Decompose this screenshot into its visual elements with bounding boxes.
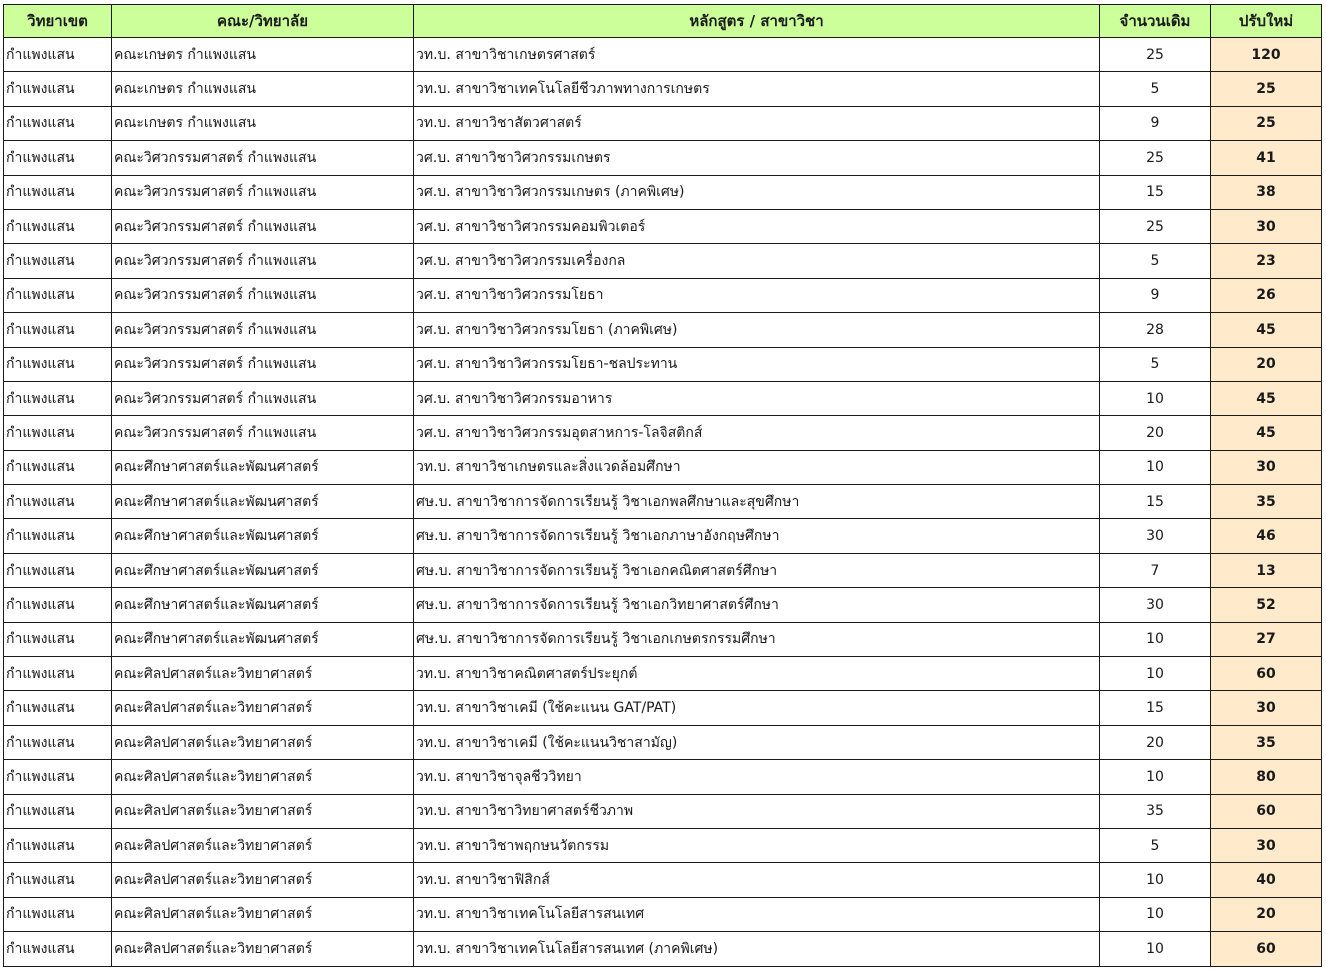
new-count-cell: 80 — [1211, 760, 1322, 794]
original-count-cell: 10 — [1100, 897, 1211, 931]
table-row — [4, 347, 1322, 381]
table-row — [4, 897, 1322, 931]
program-cell: วท.บ. สาขาวิชาฟิสิกส์ — [414, 863, 1100, 897]
campus-cell: กำแพงแสน — [4, 725, 112, 759]
campus-cell: กำแพงแสน — [4, 278, 112, 312]
faculty-cell: คณะวิศวกรรมศาสตร์ กำแพงแสน — [112, 209, 414, 243]
original-count-cell: 10 — [1100, 657, 1211, 691]
campus-cell: กำแพงแสน — [4, 553, 112, 587]
program-cell: วศ.บ. สาขาวิชาวิศวกรรมอาหาร — [414, 381, 1100, 415]
table-row — [4, 450, 1322, 484]
campus-cell: กำแพงแสน — [4, 760, 112, 794]
campus-cell: กำแพงแสน — [4, 588, 112, 622]
faculty-cell: คณะศิลปศาสตร์และวิทยาศาสตร์ — [112, 897, 414, 931]
campus-cell: กำแพงแสน — [4, 932, 112, 966]
faculty-cell: คณะศิลปศาสตร์และวิทยาศาสตร์ — [112, 657, 414, 691]
original-count-cell: 5 — [1100, 828, 1211, 862]
faculty-cell: คณะศึกษาศาสตร์และพัฒนศาสตร์ — [112, 588, 414, 622]
faculty-cell: คณะศิลปศาสตร์และวิทยาศาสตร์ — [112, 725, 414, 759]
faculty-cell: คณะวิศวกรรมศาสตร์ กำแพงแสน — [112, 381, 414, 415]
original-count-cell: 20 — [1100, 725, 1211, 759]
faculty-cell: คณะวิศวกรรมศาสตร์ กำแพงแสน — [112, 416, 414, 450]
program-cell: วท.บ. สาขาวิชาเทคโนโลยีชีวภาพทางการเกษตร — [414, 72, 1100, 106]
table-row — [4, 244, 1322, 278]
program-cell: วศ.บ. สาขาวิชาวิศวกรรมเครื่องกล — [414, 244, 1100, 278]
campus-cell: กำแพงแสน — [4, 141, 112, 175]
original-count-cell: 9 — [1100, 278, 1211, 312]
new-count-cell: 13 — [1211, 553, 1322, 587]
program-cell: วท.บ. สาขาวิชาจุลชีววิทยา — [414, 760, 1100, 794]
table-row — [4, 863, 1322, 897]
faculty-cell: คณะศิลปศาสตร์และวิทยาศาสตร์ — [112, 691, 414, 725]
program-cell: วศ.บ. สาขาวิชาวิศวกรรมเกษตร — [414, 141, 1100, 175]
table-row — [4, 519, 1322, 553]
campus-cell: กำแพงแสน — [4, 347, 112, 381]
original-count-cell: 35 — [1100, 794, 1211, 828]
table-row — [4, 553, 1322, 587]
new-count-cell: 45 — [1211, 416, 1322, 450]
new-count-cell: 41 — [1211, 141, 1322, 175]
program-cell: ศษ.บ. สาขาวิชาการจัดการเรียนรู้ วิชาเอกพลศึกษาและสุขศึกษา — [414, 485, 1100, 519]
program-cell: วศ.บ. สาขาวิชาวิศวกรรมเกษตร (ภาคพิเศษ) — [414, 175, 1100, 209]
campus-cell: กำแพงแสน — [4, 485, 112, 519]
program-cell: วท.บ. สาขาวิชาพฤกษนวัตกรรม — [414, 828, 1100, 862]
original-count-cell: 10 — [1100, 381, 1211, 415]
program-cell: วท.บ. สาขาวิชาเทคโนโลยีสารสนเทศ — [414, 897, 1100, 931]
header-original-count: จำนวนเดิม — [1100, 5, 1211, 38]
table-row — [4, 828, 1322, 862]
table-row — [4, 691, 1322, 725]
program-cell: วท.บ. สาขาวิชาเคมี (ใช้คะแนนวิชาสามัญ) — [414, 725, 1100, 759]
table-row — [4, 141, 1322, 175]
table-row — [4, 416, 1322, 450]
original-count-cell: 7 — [1100, 553, 1211, 587]
faculty-cell: คณะศึกษาศาสตร์และพัฒนศาสตร์ — [112, 622, 414, 656]
new-count-cell: 25 — [1211, 106, 1322, 140]
table-row — [4, 794, 1322, 828]
campus-cell: กำแพงแสน — [4, 416, 112, 450]
faculty-cell: คณะเกษตร กำแพงแสน — [112, 72, 414, 106]
campus-cell: กำแพงแสน — [4, 244, 112, 278]
campus-cell: กำแพงแสน — [4, 313, 112, 347]
program-cell: วศ.บ. สาขาวิชาวิศวกรรมอุตสาหการ-โลจิสติกส์ — [414, 416, 1100, 450]
faculty-cell: คณะวิศวกรรมศาสตร์ กำแพงแสน — [112, 141, 414, 175]
new-count-cell: 23 — [1211, 244, 1322, 278]
new-count-cell: 40 — [1211, 863, 1322, 897]
table-row — [4, 760, 1322, 794]
campus-cell: กำแพงแสน — [4, 209, 112, 243]
campus-cell: กำแพงแสน — [4, 828, 112, 862]
original-count-cell: 30 — [1100, 588, 1211, 622]
header-new-count: ปรับใหม่ — [1211, 5, 1322, 38]
faculty-cell: คณะวิศวกรรมศาสตร์ กำแพงแสน — [112, 175, 414, 209]
campus-cell: กำแพงแสน — [4, 622, 112, 656]
campus-cell: กำแพงแสน — [4, 657, 112, 691]
table-row — [4, 381, 1322, 415]
original-count-cell: 10 — [1100, 863, 1211, 897]
original-count-cell: 10 — [1100, 932, 1211, 966]
new-count-cell: 20 — [1211, 897, 1322, 931]
original-count-cell: 5 — [1100, 72, 1211, 106]
campus-cell: กำแพงแสน — [4, 519, 112, 553]
header-row — [4, 5, 1322, 38]
original-count-cell: 15 — [1100, 175, 1211, 209]
new-count-cell: 30 — [1211, 450, 1322, 484]
program-cell: วท.บ. สาขาวิชาเกษตรและสิ่งแวดล้อมศึกษา — [414, 450, 1100, 484]
admission-quota-table — [3, 4, 1322, 967]
program-cell: วท.บ. สาขาวิชาคณิตศาสตร์ประยุกต์ — [414, 657, 1100, 691]
program-cell: วศ.บ. สาขาวิชาวิศวกรรมโยธา (ภาคพิเศษ) — [414, 313, 1100, 347]
new-count-cell: 60 — [1211, 932, 1322, 966]
program-cell: ศษ.บ. สาขาวิชาการจัดการเรียนรู้ วิชาเอกภาษาอังกฤษศึกษา — [414, 519, 1100, 553]
campus-cell: กำแพงแสน — [4, 897, 112, 931]
new-count-cell: 25 — [1211, 72, 1322, 106]
campus-cell: กำแพงแสน — [4, 381, 112, 415]
new-count-cell: 38 — [1211, 175, 1322, 209]
original-count-cell: 25 — [1100, 141, 1211, 175]
program-cell: วศ.บ. สาขาวิชาวิศวกรรมโยธา-ชลประทาน — [414, 347, 1100, 381]
original-count-cell: 5 — [1100, 244, 1211, 278]
original-count-cell: 15 — [1100, 691, 1211, 725]
original-count-cell: 10 — [1100, 450, 1211, 484]
faculty-cell: คณะศึกษาศาสตร์และพัฒนศาสตร์ — [112, 485, 414, 519]
header-program: หลักสูตร / สาขาวิชา — [414, 5, 1100, 38]
header-faculty: คณะ/วิทยาลัย — [112, 5, 414, 38]
table-row — [4, 106, 1322, 140]
new-count-cell: 35 — [1211, 725, 1322, 759]
table-row — [4, 932, 1322, 966]
table-row — [4, 622, 1322, 656]
table-row — [4, 485, 1322, 519]
campus-cell: กำแพงแสน — [4, 794, 112, 828]
program-cell: ศษ.บ. สาขาวิชาการจัดการเรียนรู้ วิชาเอกเกษตรกรรมศึกษา — [414, 622, 1100, 656]
faculty-cell: คณะศึกษาศาสตร์และพัฒนศาสตร์ — [112, 553, 414, 587]
table-row — [4, 725, 1322, 759]
new-count-cell: 46 — [1211, 519, 1322, 553]
program-cell: วท.บ. สาขาวิชาวิทยาศาสตร์ชีวภาพ — [414, 794, 1100, 828]
program-cell: วท.บ. สาขาวิชาเทคโนโลยีสารสนเทศ (ภาคพิเศษ) — [414, 932, 1100, 966]
table-row — [4, 38, 1322, 72]
faculty-cell: คณะศิลปศาสตร์และวิทยาศาสตร์ — [112, 794, 414, 828]
program-cell: ศษ.บ. สาขาวิชาการจัดการเรียนรู้ วิชาเอกวิทยาศาสตร์ศึกษา — [414, 588, 1100, 622]
program-cell: วท.บ. สาขาวิชาเคมี (ใช้คะแนน GAT/PAT) — [414, 691, 1100, 725]
faculty-cell: คณะศิลปศาสตร์และวิทยาศาสตร์ — [112, 828, 414, 862]
table-row — [4, 657, 1322, 691]
original-count-cell: 5 — [1100, 347, 1211, 381]
faculty-cell: คณะวิศวกรรมศาสตร์ กำแพงแสน — [112, 313, 414, 347]
campus-cell: กำแพงแสน — [4, 863, 112, 897]
original-count-cell: 10 — [1100, 760, 1211, 794]
new-count-cell: 60 — [1211, 657, 1322, 691]
faculty-cell: คณะวิศวกรรมศาสตร์ กำแพงแสน — [112, 347, 414, 381]
table-row — [4, 175, 1322, 209]
new-count-cell: 120 — [1211, 38, 1322, 72]
faculty-cell: คณะวิศวกรรมศาสตร์ กำแพงแสน — [112, 278, 414, 312]
original-count-cell: 10 — [1100, 622, 1211, 656]
campus-cell: กำแพงแสน — [4, 450, 112, 484]
faculty-cell: คณะศึกษาศาสตร์และพัฒนศาสตร์ — [112, 450, 414, 484]
table-row — [4, 278, 1322, 312]
new-count-cell: 27 — [1211, 622, 1322, 656]
new-count-cell: 45 — [1211, 381, 1322, 415]
program-cell: วท.บ. สาขาวิชาสัตวศาสตร์ — [414, 106, 1100, 140]
original-count-cell: 25 — [1100, 38, 1211, 72]
table-row — [4, 209, 1322, 243]
original-count-cell: 28 — [1100, 313, 1211, 347]
program-cell: วศ.บ. สาขาวิชาวิศวกรรมโยธา — [414, 278, 1100, 312]
campus-cell: กำแพงแสน — [4, 106, 112, 140]
faculty-cell: คณะวิศวกรรมศาสตร์ กำแพงแสน — [112, 244, 414, 278]
campus-cell: กำแพงแสน — [4, 72, 112, 106]
original-count-cell: 15 — [1100, 485, 1211, 519]
faculty-cell: คณะเกษตร กำแพงแสน — [112, 38, 414, 72]
original-count-cell: 25 — [1100, 209, 1211, 243]
new-count-cell: 35 — [1211, 485, 1322, 519]
new-count-cell: 45 — [1211, 313, 1322, 347]
table-row — [4, 72, 1322, 106]
new-count-cell: 30 — [1211, 691, 1322, 725]
faculty-cell: คณะศึกษาศาสตร์และพัฒนศาสตร์ — [112, 519, 414, 553]
header-campus: วิทยาเขต — [4, 5, 112, 38]
original-count-cell: 30 — [1100, 519, 1211, 553]
program-cell: วท.บ. สาขาวิชาเกษตรศาสตร์ — [414, 38, 1100, 72]
faculty-cell: คณะเกษตร กำแพงแสน — [112, 106, 414, 140]
table-row — [4, 313, 1322, 347]
new-count-cell: 60 — [1211, 794, 1322, 828]
new-count-cell: 30 — [1211, 828, 1322, 862]
campus-cell: กำแพงแสน — [4, 38, 112, 72]
table-row — [4, 588, 1322, 622]
table-body — [4, 38, 1322, 967]
program-cell: ศษ.บ. สาขาวิชาการจัดการเรียนรู้ วิชาเอกคณิตศาสตร์ศึกษา — [414, 553, 1100, 587]
new-count-cell: 30 — [1211, 209, 1322, 243]
faculty-cell: คณะศิลปศาสตร์และวิทยาศาสตร์ — [112, 760, 414, 794]
original-count-cell: 9 — [1100, 106, 1211, 140]
campus-cell: กำแพงแสน — [4, 691, 112, 725]
new-count-cell: 52 — [1211, 588, 1322, 622]
new-count-cell: 20 — [1211, 347, 1322, 381]
campus-cell: กำแพงแสน — [4, 175, 112, 209]
new-count-cell: 26 — [1211, 278, 1322, 312]
faculty-cell: คณะศิลปศาสตร์และวิทยาศาสตร์ — [112, 863, 414, 897]
program-cell: วศ.บ. สาขาวิชาวิศวกรรมคอมพิวเตอร์ — [414, 209, 1100, 243]
original-count-cell: 20 — [1100, 416, 1211, 450]
faculty-cell: คณะศิลปศาสตร์และวิทยาศาสตร์ — [112, 932, 414, 966]
